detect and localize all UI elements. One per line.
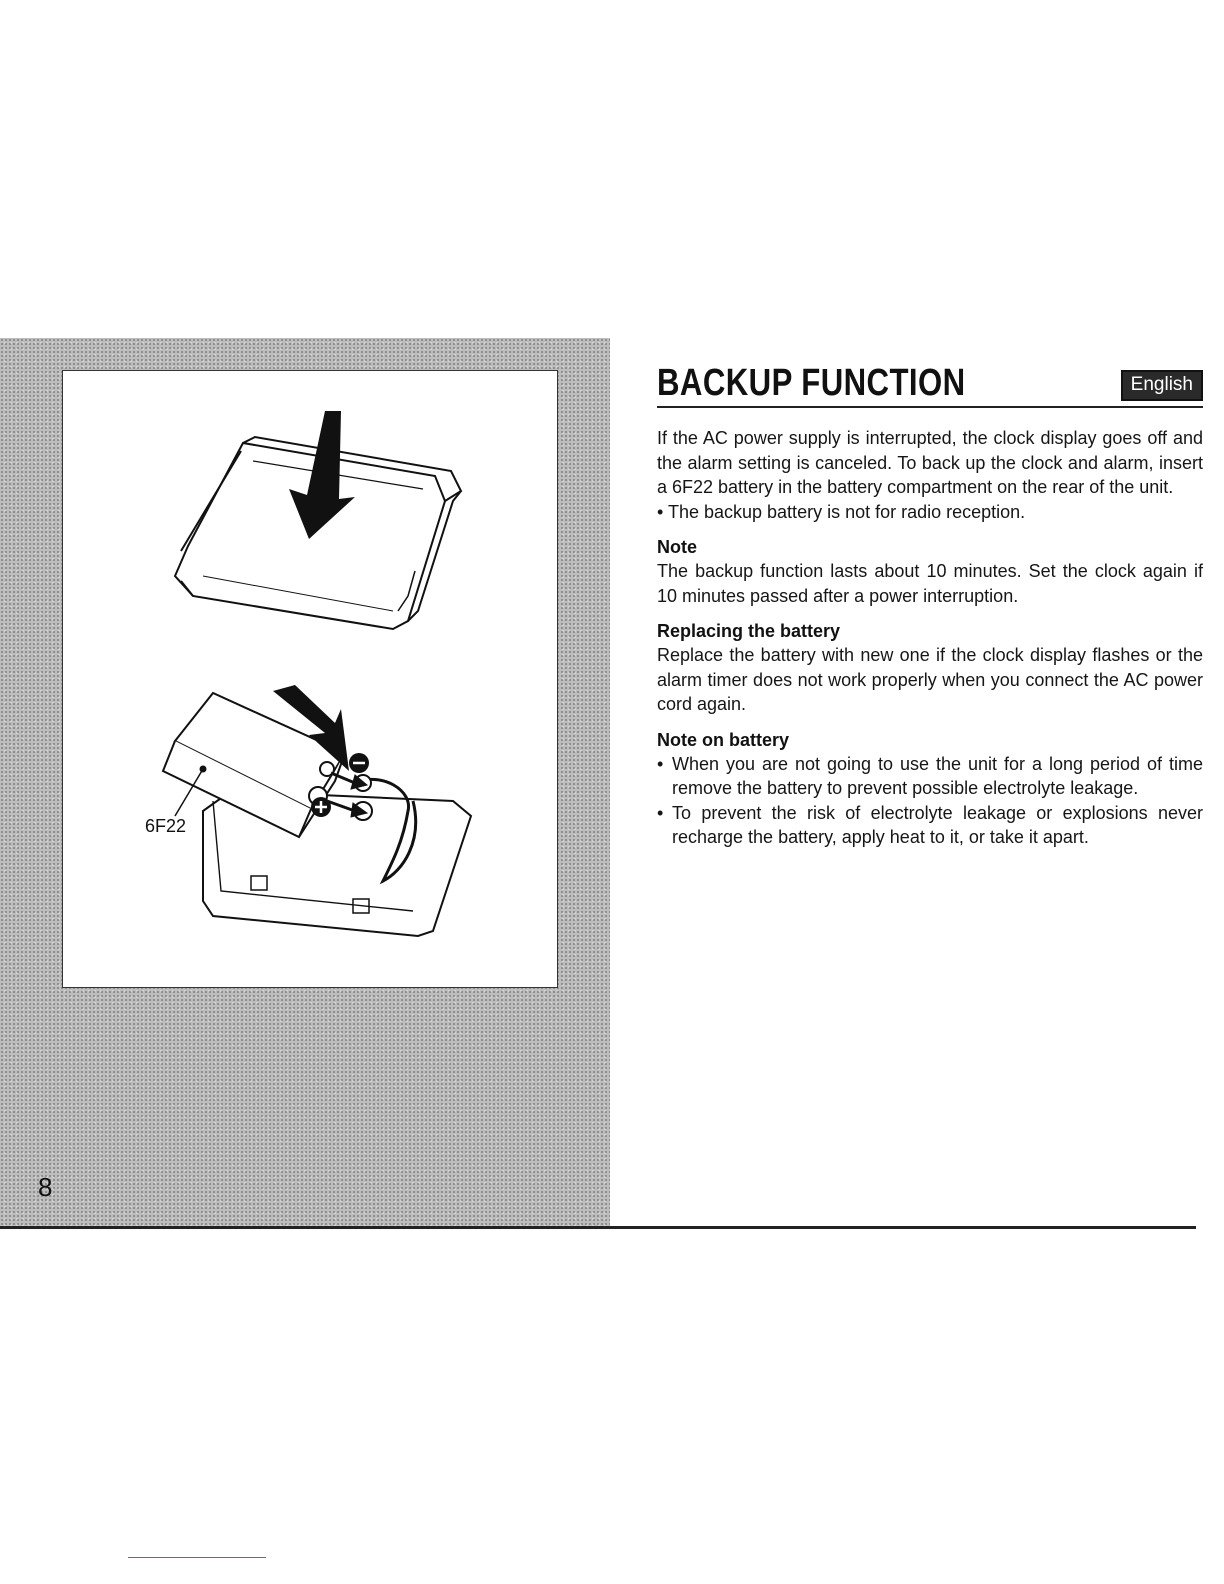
plus-terminal-icon xyxy=(311,797,331,817)
minus-terminal-icon xyxy=(349,753,369,773)
battery-illustration xyxy=(62,370,558,988)
list-item: • When you are not going to use the unit for a long period of time remove the battery to prevent possible electrolyte leakage. xyxy=(657,752,1203,801)
note-heading: Note xyxy=(657,537,697,557)
battery-notes-list xyxy=(657,752,1203,850)
page-number: 8 xyxy=(38,1172,53,1202)
intro-paragraph: If the AC power supply is interrupted, the clock display goes off and the alarm setting is canceled. To back up the clock and alarm, insert a 6F22 battery in the battery compartment on the rear of the unit. xyxy=(657,428,1203,497)
battery-diagram xyxy=(63,371,557,987)
battery-note-heading: Note on battery xyxy=(657,729,790,750)
page-title: BACKUP FUNCTION xyxy=(657,362,966,404)
replacing-battery-text: Replace the battery with new one if the clock display flashes or the alarm timer does not work properly when you connect the AC power cord again. xyxy=(657,645,1203,714)
text-column xyxy=(657,360,1203,850)
list-item: • To prevent the risk of electrolyte leakage or explosions never recharge the battery, apply heat to it, or take it apart. xyxy=(657,801,1203,850)
battery-type-label: 6F22 xyxy=(145,816,187,836)
footer-line xyxy=(128,1557,266,1558)
language-badge: English xyxy=(1121,370,1203,401)
replacing-battery-heading: Replacing the battery xyxy=(657,621,841,641)
battery-compartment-drawing xyxy=(203,791,471,936)
bottom-rule xyxy=(0,1226,1196,1229)
intro-bullet: • The backup battery is not for radio reception. xyxy=(657,501,1026,522)
title-row xyxy=(657,360,1203,408)
note-text: The backup function lasts about 10 minutes. Set the clock again if 10 minutes passed after a power interruption. xyxy=(657,561,1203,606)
